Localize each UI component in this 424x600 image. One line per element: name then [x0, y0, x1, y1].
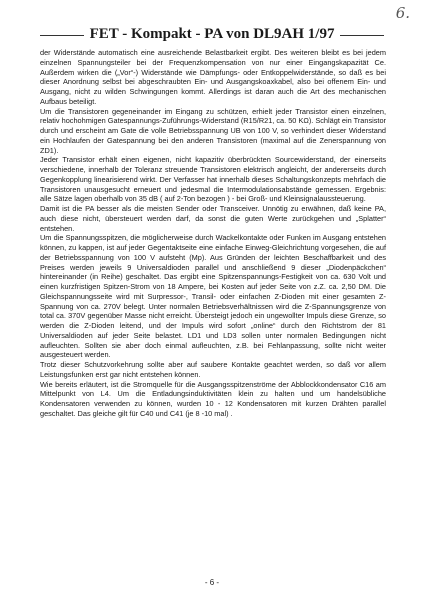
handwritten-page-number: 6.	[395, 4, 410, 22]
page-footer-number: - 6 -	[204, 578, 220, 587]
page-header	[40, 26, 384, 43]
paragraph: Trotz dieser Schutzvorkehrung sollte aber auf saubere Kontakte geachtet werden, so daß vor allem Leistungsfunken erst gar nicht entstehen können.	[40, 360, 386, 379]
paragraph: Jeder Transistor erhält einen eigenen, nicht kapazitiv überbrückten Sourcewiderstand, der einerseits verschiedene, innerhalb der Toleranz streuende Transistoren elektrisch angleicht, der andererseits durch Gegenkopplung linearisierend wirkt. Der Verfasser hat innerhalb dieses Schaltungskonzepts mehrfach die Transistoren unausgesucht erneuert und jedesmal die Intermodulationsabstände gemessen. Ergebnis: alle Sätze lagen oberhalb von 35 dB ( auf 2-Ton bezogen ) - bei Groß- und Kleinsignalaussteuerung.	[40, 155, 386, 204]
header-rule-right	[340, 35, 384, 36]
paragraph: Um die Transistoren gegeneinander im Eingang zu schützen, erhielt jeder Transistor einen einzelnen, relativ hochohmigen Gatespannungs-Zuführungs-Widerstand (R15/R21, ca. 50 KΩ). Schlägt ein Transistor durch und erscheint am Gate die volle Betriebsspannung UB von 100 V, so verhindert dieser Widerstand ein Hochlaufen der Gatespannung bei den anderen Transistoren (maximal auf die Zenerspannung von ZD1).	[40, 106, 386, 155]
paragraph: der Widerstände automatisch eine ausreichende Belastbarkeit ergibt. Des weiteren bleibt es bei jedem einzelnen Spannungsteiler bei der Frequenzkompensation von nur einer Eingangskapazität Ce. Außerdem wirken die („Vor“-) Widerstände wie Dämpfungs- oder Entkoppelwiderstände, so daß es bei dieser Anordnung selbst bei abgeschraubten Ein- und Ausgangskoaxkabel, also bei offenem Ein- und Ausgang, nicht zu wilden Schwingungen kommt. Allerdings ist daran auch die Art des mechanischen Aufbaus beteiligt.	[40, 48, 386, 106]
paragraph: Wie bereits erläutert, ist die Stromquelle für die Ausgangsspitzenströme der Abblockkondensator C16 am Mittelpunkt von L4. Um die Entladungsinduktivitäten klein zu halten und um handelsübliche Kondensatoren verwenden zu können, wurden 10 - 12 Kondensatoren mit kurzen Drähten parallel geschaltet. Das gleiche gilt für C40 und C41 (je 8 -10 mal) .	[40, 379, 386, 418]
header-title: FET - Kompakt - PA von DL9AH 1/97	[89, 26, 335, 42]
paragraph: Um die Spannungsspitzen, die möglicherweise durch Wackelkontakte oder Funken im Ausgang entstehen können, zu kappen, ist auf jeder Gegentaktseite eine einfache Einweg-Gleichrichtung vorgesehen, die auf der Betriebsspannung von 100 V aufsteht (Mp). Aus Gründen der leichten Beschaffbarkeit und des Preises werden jeweils 9 Universaldioden parallel und anschließend 9 dieser „Diodenpäckchen“ hintereinander (in Reihe) geschaltet. Das ergibt eine Spitzenspannungs-Festigkeit von ca. 630 Volt und einen kurzfristigen Spitzen-Strom von 18 Ampere, bei Kosten auf jeder Seite von z.Z. ca. 2,50 DM. Die Gleichspannungsseite wird mit Surpressor-, Transil- oder einfachen Z-Dioden mit einer gesamten Z-Spannung von ca. 270V belegt. Unter normalen Betriebsverhältnissen wird die Z-Spannungsgrenze von total ca. 370V gegenüber Masse nicht erreicht. Übersteigt jedoch ein ungewollter Impuls diese Grenze, so werden die Z-Dioden leitend, und der Impuls wird sofort „online“ durch den Richtstrom der 81 Universaldioden auf jeder Seite belastet. LD1 und LD3 sollen unter normalen Bedingungen nicht aufleuchten. Sollten sie aber doch einmal aufleuchten, z.B. bei Fehlanpassung, sollte nicht weiter ausgesteuert werden.	[40, 233, 386, 360]
header-rule-left	[40, 35, 84, 36]
paragraph: Damit ist die PA besser als die meisten Sender oder Transceiver. Unnötig zu erwähnen, daß keine PA, auch diese nicht, übersteuert werden darf, da sonst die guten Werte zurückgehen und „Splatter“ entstehen.	[40, 204, 386, 233]
article-body	[40, 48, 386, 419]
